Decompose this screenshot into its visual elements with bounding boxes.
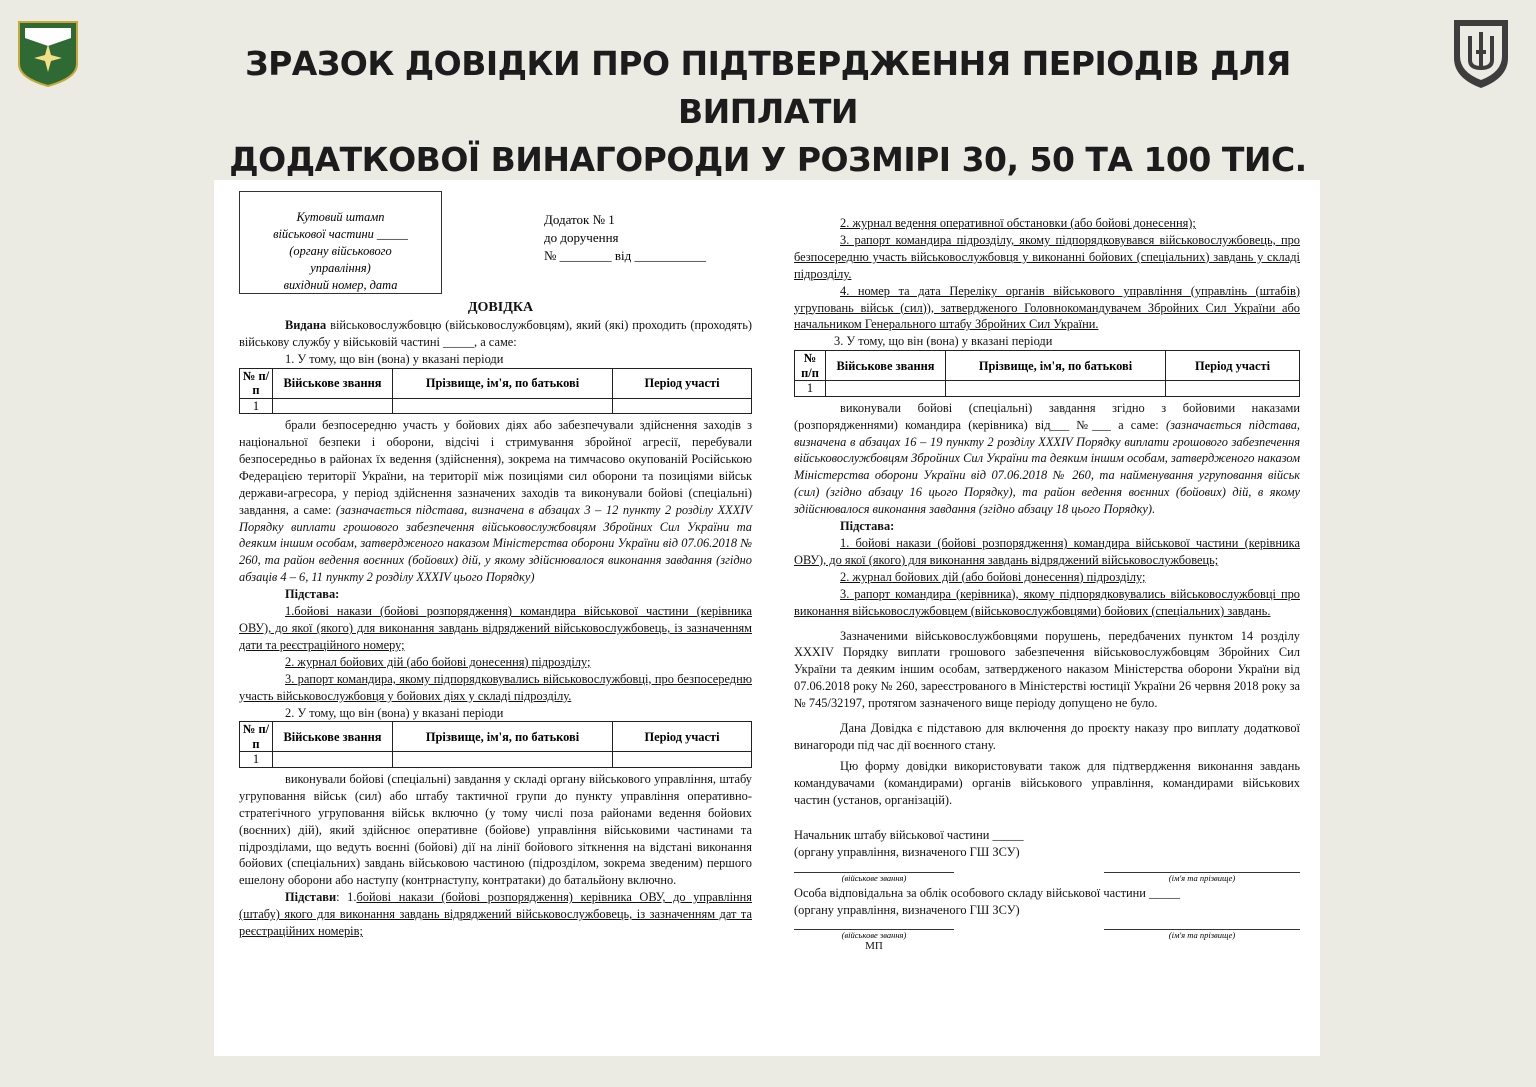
signature-lines-1: [794, 872, 1300, 883]
name-signature-field: [1104, 872, 1300, 883]
table-header-row: [240, 722, 752, 752]
annex-line: № ________ від ___________: [544, 248, 707, 263]
participants-table-2: [239, 721, 752, 768]
section-2-text: виконували бойові (спеціальні) завдання у складі органу військового управління, штабу угруповання військ (сил) або штабу тактичної групи до пункту управління оперативно-стратегічного угруповання військ включно (у тому числі поза районами ведення бойових (воєнних) дій), який здійснює оперативне (бойове) управління військовими частинами та підрозділами, що ведуть воєнні (бойові) дії на лінії бойового зіткнення на відстані виконання бойових (спеціальних) завдань військовою частиною (підрозділом, зокрема зведеним) першого ешелону оборони або наступу (контрнаступу, контратаки) до батальйону включно.: [239, 771, 752, 888]
table-header-row: [795, 351, 1300, 381]
table-cell: [393, 398, 613, 414]
name-signature-field: [1104, 929, 1300, 953]
table-cell: [613, 752, 752, 768]
table-cell: [273, 752, 393, 768]
section-2-basis-prefix: : 1.: [336, 890, 357, 905]
section-1-paragraph: [239, 417, 752, 586]
rank-signature-field: [794, 872, 954, 883]
trident-emblem-icon: [1450, 16, 1512, 90]
table-row: [795, 381, 1300, 397]
rank-caption: (військове звання): [841, 930, 907, 941]
table-header: Прізвище, ім'я, по батькові: [946, 351, 1166, 381]
table-header: № п/п: [795, 351, 826, 381]
rank-signature-field: [794, 929, 954, 953]
table-cell: 1: [240, 752, 273, 768]
brigade-emblem-icon: [17, 20, 79, 88]
name-caption: (ім'я та прізвище): [1168, 930, 1236, 941]
section-1-basis-item: 2. журнал бойових дій (або бойові донесення) підрозділу;: [285, 654, 591, 669]
table-header: № п/п: [240, 722, 273, 752]
issued-text: військовослужбовцю (військовослужбовцям), який (які) проходить (проходять) військову службу у військовій частині _____, а саме:: [239, 317, 752, 349]
stamp-line: управління): [310, 261, 371, 275]
table-cell: 1: [795, 381, 826, 397]
section-2-basis-item: 3. рапорт командира підрозділу, якому підпорядковувався військовослужбовець, про безпосередню участь військовослужбовця у виконанні бойових (спеціальних) завдань у складі підрозділу.: [794, 232, 1300, 281]
signature-subtitle: (органу управління, визначеного ГШ ЗСУ): [794, 903, 1020, 918]
section-1-text: брали безпосередню участь у бойових діях або забезпечували здійснення заходів з національної безпеки і оборони, відсічі і стримування збройної агресії, перебували безпосередньо в районах їх ведення (здійснення), зокрема на тимчасово окупованій Російською Федерацією території України, на території між позиціями сил оборони та позиціями військ держави-агресора, у період здійснення зазначених заходів та виконували бойові (спеціальні) завдання, а саме:: [239, 418, 752, 517]
annex-line: до доручення: [544, 230, 619, 245]
issued-label: Видана: [285, 317, 327, 332]
title-line-1: ЗРАЗОК ДОВІДКИ ПРО ПІДТВЕРДЖЕННЯ ПЕРІОДІВ ДЛЯ ВИПЛАТИ: [245, 44, 1291, 131]
table-header: Військове звання: [826, 351, 946, 381]
usage-paragraph: Цю форму довідки використовувати також для підтвердження виконання завдань командувачами (командирами) органів військового управління, командирами військових частин (установ, організацій).: [794, 758, 1300, 807]
table-cell: [273, 398, 393, 414]
participants-table-1: [239, 368, 752, 415]
table-header-row: [240, 368, 752, 398]
participants-table-3: [794, 350, 1300, 397]
signature-lines-2: [794, 929, 1300, 953]
stamp-line: вихідний номер, дата: [283, 278, 398, 292]
annex-line: Додаток № 1: [544, 212, 615, 227]
section-2-intro: 2. У тому, що він (вона) у вказані періоди: [285, 705, 504, 720]
title-line-2: ДОДАТКОВОЇ ВИНАГОРОДИ У РОЗМІРІ 30, 50 ТА 100 ТИС.: [229, 140, 1307, 179]
document-sheet: [214, 180, 1320, 1056]
section-2-basis: [239, 889, 752, 940]
table-cell: [946, 381, 1166, 397]
table-header: Військове звання: [273, 722, 393, 752]
table-header: Прізвище, ім'я, по батькові: [393, 368, 613, 398]
stamp-line: військової частини _____: [273, 227, 408, 241]
table-header: № п/п: [240, 368, 273, 398]
issued-paragraph: [239, 317, 752, 351]
table-header: Військове звання: [273, 368, 393, 398]
section-3-basis-label: Підстава:: [840, 519, 895, 534]
table-cell: [393, 752, 613, 768]
section-2-basis-item: 2. журнал ведення оперативної обстановки (або бойові донесення);: [840, 216, 1196, 230]
section-1-italic: (зазначається підстава, визначена в абзацах 3 – 12 пункту 2 розділу XXXIV Порядку виплати грошового забезпечення військовослужбовцям Збройних Сил України та деяким іншим особам, затвердженого наказом Міністерства оборони України від 07.06.2018 № 260, та район ведення воєнних (бойових) дій, у якому здійснювалося виконання завдання (згідно абзаців 4 – 6, 11 пункту 2 розділу XXXIV цього Порядку): [239, 502, 752, 585]
stamp-line: (органу військового: [289, 244, 392, 258]
seal-mark: МП: [865, 940, 883, 953]
section-3-text: виконували бойові (спеціальні) завдання згідно з бойовими наказами (розпорядженнями) командира (керівника) від___ №___ а саме:: [794, 400, 1300, 432]
corner-stamp: [239, 191, 442, 294]
table-row: [240, 398, 752, 414]
table-header: Прізвище, ім'я, по батькові: [393, 722, 613, 752]
signature-title: Начальник штабу військової частини _____: [794, 827, 1024, 842]
stamp-line: Кутовий штамп: [296, 210, 385, 224]
table-header: Період участі: [1166, 351, 1300, 381]
table-header: Період участі: [613, 368, 752, 398]
annex-block: [544, 211, 754, 265]
table-cell: 1: [240, 398, 273, 414]
signature-block-1: [794, 827, 1300, 861]
table-cell: [613, 398, 752, 414]
rank-caption: (військове звання): [841, 873, 907, 884]
section-2-basis-item: 4. номер та дата Переліку органів військового управління (управлінь (штабів) угруповань військ (сил)), затвердженого Головнокомандувачем Збройних Сил України або начальником Генерального штабу Збройних Сил України.: [794, 283, 1300, 332]
basis-paragraph: Дана Довідка є підставою для включення до проєкту наказу про виплату додаткової винагороди під час дії воєнного стану.: [794, 721, 1300, 752]
table-header: Період участі: [613, 722, 752, 752]
signature-block-2: [794, 885, 1300, 919]
section-3-intro: 3. У тому, що він (вона) у вказані періоди: [834, 334, 1053, 349]
signature-subtitle: (органу управління, визначеного ГШ ЗСУ): [794, 844, 1020, 859]
section-1-basis-label: Підстава:: [285, 587, 340, 602]
section-2-basis-item: бойові накази (бойові розпорядження) керівника ОВУ, до управління (штабу) якого для виконання завдань відряджений військовослужбовець, із зазначенням дат та реєстраційних номерів;: [239, 890, 752, 939]
section-1-basis-item: 3. рапорт командира, якому підпорядковувались військовослужбовці, про безпосередню участь військовослужбовця у бойових діях у складі підрозділу.: [239, 671, 752, 703]
section-3-italic: (зазначається підстава, визначена в абзацах 16 – 19 пункту 2 розділу XXXIV Порядку виплати грошового забезпечення військовослужбовцям Збройних Сил України та деяким іншим особам, затвердженого наказом Міністерства оборони України від 07.06.2018 № 260, та найменування угруповання військ (сил) (згідно абзацу 16 цього Порядку), та район ведення воєнних (бойових) дій, в якому здійснювалося виконання завдання (згідно абзацу 18 цього Порядку).: [794, 417, 1300, 517]
table-row: [240, 752, 752, 768]
name-caption: (ім'я та прізвище): [1168, 873, 1236, 884]
violations-paragraph: Зазначеними військовослужбовцями порушень, передбачених пунктом 14 розділу XXXIV Порядку виплати грошового забезпечення військовослужбовцям Збройних Сил України та деяким іншим особам, затвердженого наказом Міністерства оборони України від 07.06.2018 року № 260, зареєстрованого в Міністерстві юстиції України 26 червня 2018 року за № 745/32197, протягом зазначеного вище періоду допущено не було.: [794, 628, 1300, 711]
table-cell: [1166, 381, 1300, 397]
table-cell: [826, 381, 946, 397]
section-3-basis-item: 2. журнал бойових дій (або бойові донесення) підрозділу;: [840, 569, 1146, 584]
section-3-basis-item: 3. рапорт командира (керівника), якому підпорядковувались військовослужбовці про виконання військовослужбовцем (військовослужбовцями) бойових (спеціальних) завдань.: [794, 586, 1300, 618]
section-1-basis-item: 1.бойові накази (бойові розпорядження) командира військової частини (керівника ОВУ), до якої (якого) для виконання завдань відряджений військовослужбовець, із зазначенням дати та реєстраційного номеру;: [239, 604, 752, 652]
document-heading: ДОВІДКА: [467, 300, 534, 315]
section-2-basis-label: Підстави: [285, 890, 337, 905]
signature-title: Особа відповідальна за облік особового складу військової частини _____: [794, 886, 1180, 901]
section-3-paragraph: [794, 400, 1300, 518]
section-3-basis-item: 1. бойові накази (бойові розпорядження) командира військової частини (керівника ОВУ), до якої (якого) для виконання завдань відряджений військовослужбовець;: [794, 536, 1300, 567]
section-1-intro: 1. У тому, що він (вона) у вказані періоди: [285, 351, 504, 366]
